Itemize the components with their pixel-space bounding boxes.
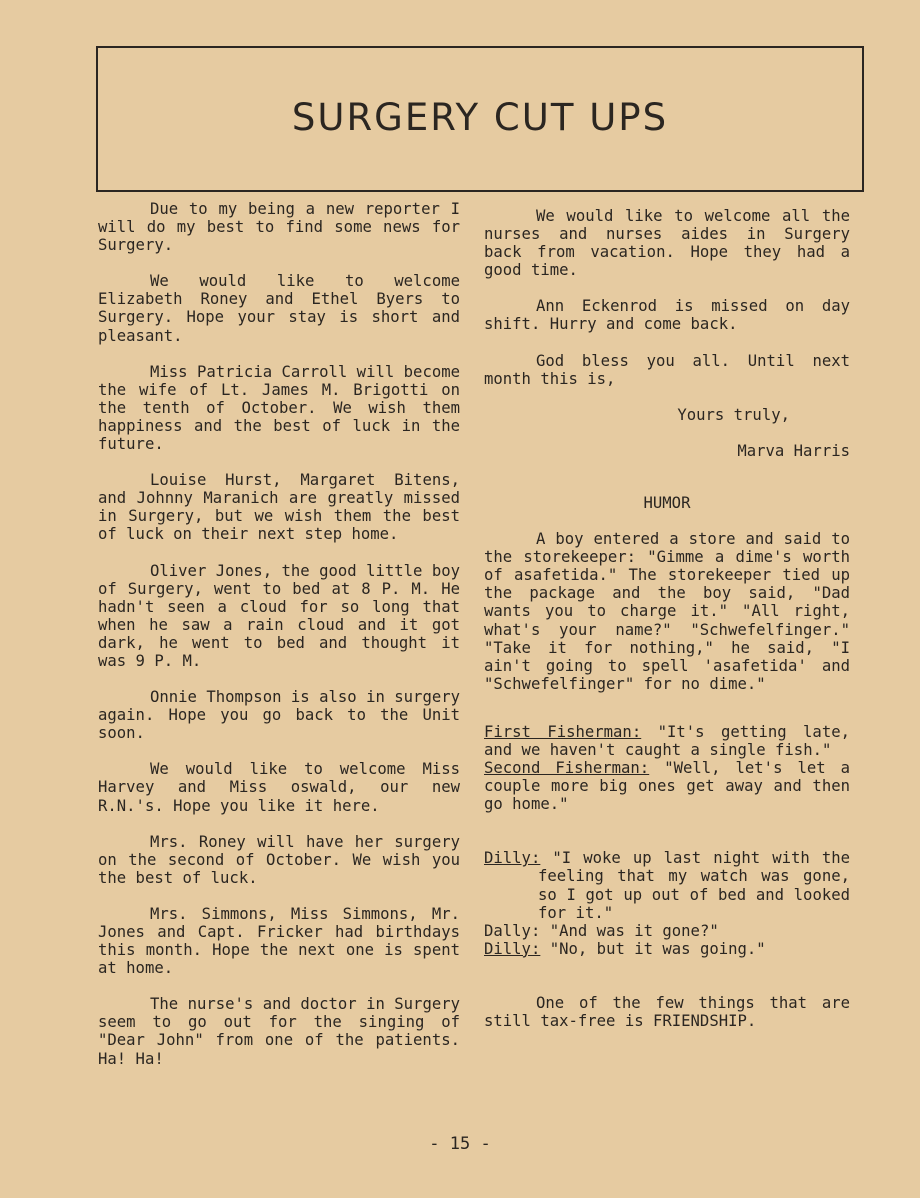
paragraph: The nurse's and doctor in Surgery seem to go out for the singing of "Dear John" from one of the patients. Ha! Ha! <box>98 995 460 1068</box>
closing: Yours truly, <box>677 405 790 424</box>
speaker: Second Fisherman: <box>484 759 650 778</box>
dialogue-line <box>484 922 850 940</box>
paragraph: Miss Patricia Carroll will become the wife of Lt. James M. Brigotti on the tenth of October. We wish them happiness and the best of luck in the future. <box>98 362 460 454</box>
paragraph: We would like to welcome Miss Harvey and Miss oswald, our new R.N.'s. Hope you like it here. <box>98 760 460 815</box>
paragraph: Mrs. Roney will have her surgery on the second of October. We wish you the best of luck. <box>98 832 460 887</box>
line: "I woke up last night with the feeling that my watch was gone, so I got up out of bed and looked for it." <box>538 849 850 922</box>
paragraph: Onnie Thompson is also in surgery again. Hope you go back to the Unit soon. <box>98 688 460 743</box>
paragraph: Due to my being a new reporter I will do my best to find some news for Surgery. <box>98 200 460 255</box>
paragraph: We would like to welcome Elizabeth Roney and Ethel Byers to Surgery. Hope your stay is short and pleasant. <box>98 272 460 345</box>
joke-paragraph: A boy entered a store and said to the storekeeper: "Gimme a dime's worth of asafetida." The storekeeper tied up the package and the boy said, "Dad wants you to charge it." "All right, what's your name?" "Schwefelfinger." "Take it for nothing," he said, "I ain't going to spell 'asafetida' and "Schwefelfinger" for no dime." <box>484 530 850 693</box>
closing-line: One of the few things that are still tax-free is FRIENDSHIP. <box>484 993 850 1030</box>
dialogue-line <box>484 723 850 759</box>
title-box <box>96 46 864 192</box>
line: "Well, let's let a couple more big ones get away and then go home." <box>484 759 850 814</box>
line: "And was it gone?" <box>549 921 719 940</box>
line: "No, but it was going." <box>549 939 766 958</box>
speaker: Dilly: <box>484 939 541 958</box>
dilly-joke <box>484 849 850 958</box>
dialogue-line <box>484 849 850 921</box>
right-column <box>484 207 850 1030</box>
speaker: Dilly: <box>484 849 541 868</box>
fisherman-joke <box>484 723 850 813</box>
paragraph: Mrs. Simmons, Miss Simmons, Mr. Jones and Capt. Fricker had birthdays this month. Hope the next one is spent at home. <box>98 904 460 978</box>
signature: Marva Harris <box>737 441 850 460</box>
paragraph: Oliver Jones, the good little boy of Surgery, went to bed at 8 P. M. He hadn't seen a cloud for so long that when he saw a rain cloud and it got dark, he went to bed and thought it was 9 P. M. <box>98 561 460 670</box>
paragraph: Ann Eckenrod is missed on day shift. Hurry and come back. <box>484 297 850 334</box>
page-number: - 15 - <box>429 1134 491 1154</box>
speaker: First Fisherman: <box>484 722 642 741</box>
paragraph: We would like to welcome all the nurses and nurses aides in Surgery back from vacation. Hope they had a good time. <box>484 207 850 280</box>
page-title: SURGERY CUT UPS <box>291 96 669 139</box>
dialogue-line <box>484 940 850 958</box>
speaker: Dally: <box>484 921 541 940</box>
paragraph: God bless you all. Until next month this is, <box>484 351 850 388</box>
line: "It's getting late, and we haven't caught a single fish." <box>484 722 850 759</box>
paragraph: Louise Hurst, Margaret Bitens, and Johnny Maranich are greatly missed in Surgery, but we wish them the best of luck on their next step home. <box>98 471 460 544</box>
left-column <box>98 200 460 1086</box>
humor-heading: HUMOR <box>643 493 691 512</box>
dialogue-line <box>484 759 850 813</box>
